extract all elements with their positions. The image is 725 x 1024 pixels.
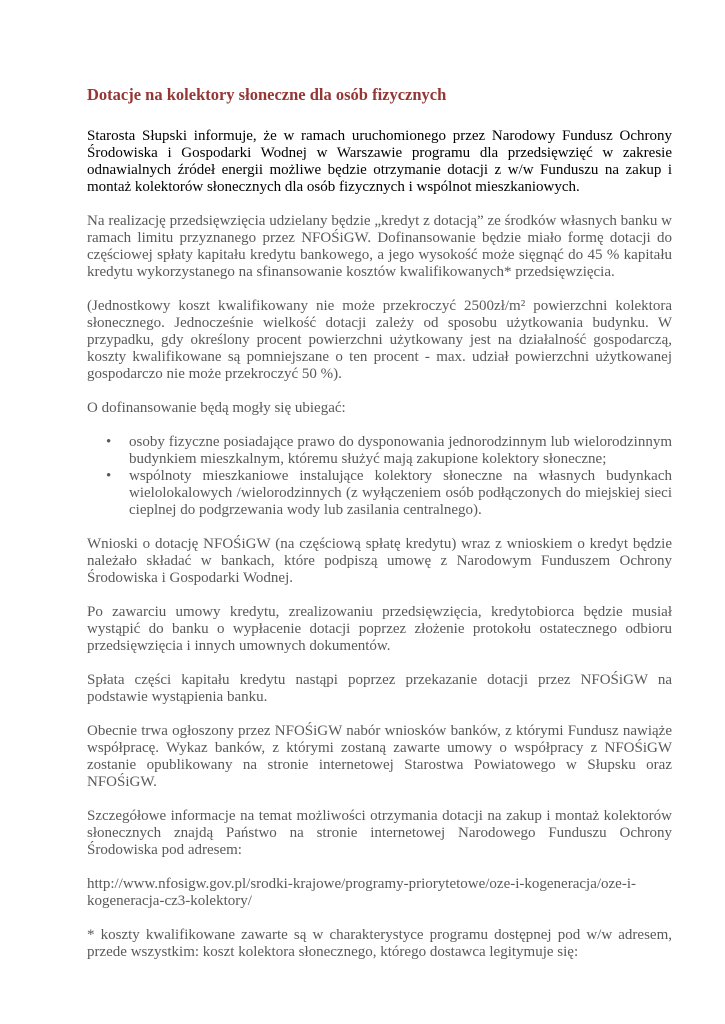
document-page bbox=[87, 85, 672, 978]
bullet-icon: • bbox=[106, 434, 112, 450]
url-line-1: http://www.nfosigw.gov.pl/srodki-krajowe/programy-priorytetowe/oze-i-kogeneracja/oze-i- bbox=[87, 876, 636, 892]
footnote-paragraph: * koszty kwalifikowane zawarte są w charakterystyce programu dostępnej pod w/w adresem, przede wszystkim: koszt kolektora słonecznego, którego dostawca legitymuje się: bbox=[87, 927, 672, 960]
bullet-icon: • bbox=[106, 468, 112, 484]
list-item-text: wspólnoty mieszkaniowe instalujące kolektory słoneczne na własnych budynkach wielolokalowych /wielorodzinnych (z wyłączeniem osób podłączonych do miejskiej sieci cieplnej do podgrzewania wody lub zasilania centralnego). bbox=[129, 468, 672, 518]
program-url bbox=[87, 876, 672, 910]
list-item bbox=[106, 468, 672, 519]
intro-paragraph: Starosta Słupski informuje, że w ramach uruchomionego przez Narodowy Fundusz Ochrony Środowiska i Gospodarki Wodnej w Warszawie programu dla przedsięwzięć w zakresie odnawialnych źródeł energii możliwe będzie otrzymanie dotacji z w/w Funduszu na zakup i montaż kolektorów słonecznych dla osób fizycznych i wspólnot mieszkaniowych. bbox=[87, 128, 672, 195]
details-paragraph: Szczegółowe informacje na temat możliwości otrzymania dotacji na zakup i montaż kolektorów słonecznych znajdą Państwo na stronie internetowej Narodowego Funduszu Ochrony Środowiska pod adresem: bbox=[87, 808, 672, 858]
repayment-paragraph: Spłata części kapitału kredytu nastąpi poprzez przekazanie dotacji przez NFOŚiGW na podstawie wystąpienia banku. bbox=[87, 672, 672, 705]
credit-paragraph: Na realizację przedsięwzięcia udzielany będzie „kredyt z dotacją” ze środków własnych banku w ramach limitu przyznanego przez NFOŚiGW. Dofinansowanie będzie miało formę dotacji do częściowej spłaty kapitału kredytu bankowego, a jego wysokość może sięgnąć do 45 % kapitału kredytu wykorzystanego na sfinansowanie kosztów kwalifikowanych* przedsięwzięcia. bbox=[87, 213, 672, 280]
unit-cost-paragraph: (Jednostkowy koszt kwalifikowany nie może przekroczyć 2500zł/m² powierzchni kolektora słonecznego. Jednocześnie wielkość dotacji zależy od sposobu użytkowania budynku. W przypadku, gdy określony procent powierzchni użytkowany jest na działalność gospodarczą, koszty kwalifikowane są pomniejszane o ten procent - max. udział powierzchni użytkowanej gospodarczo nie może przekroczyć 50 %). bbox=[87, 298, 672, 382]
list-item-text: osoby fizyczne posiadające prawo do dysponowania jednorodzinnym lub wielorodzinnym budynkiem mieszkalnym, któremu służyć mają zakupione kolektory słoneczne; bbox=[129, 434, 672, 467]
after-contract-paragraph: Po zawarciu umowy kredytu, zrealizowaniu przedsięwzięcia, kredytobiorca będzie musiał wystąpić do banku o wypłacenie dotacji poprzez złożenie protokołu ostatecznego odbioru przedsięwzięcia i innych umownych dokumentów. bbox=[87, 604, 672, 654]
list-item bbox=[106, 434, 672, 468]
url-line-2: kogeneracja-cz3-kolektory/ bbox=[87, 893, 252, 909]
eligible-list bbox=[87, 434, 672, 519]
document-title: Dotacje na kolektory słoneczne dla osób fizycznych bbox=[87, 85, 447, 104]
eligible-intro-paragraph: O dofinansowanie będą mogły się ubiegać: bbox=[87, 400, 346, 416]
applications-paragraph: Wnioski o dotację NFOŚiGW (na częściową spłatę kredytu) wraz z wnioskiem o kredyt będzie należało składać w bankach, które podpiszą umowę z Narodowym Funduszem Ochrony Środowiska i Gospodarki Wodnej. bbox=[87, 536, 672, 586]
recruitment-paragraph: Obecnie trwa ogłoszony przez NFOŚiGW nabór wniosków banków, z którymi Fundusz nawiąże współpracę. Wykaz banków, z którymi zostaną zawarte umowy o współpracy z NFOŚiGW zostanie opublikowany na stronie internetowej Starostwa Powiatowego w Słupsku oraz NFOŚiGW. bbox=[87, 723, 672, 790]
